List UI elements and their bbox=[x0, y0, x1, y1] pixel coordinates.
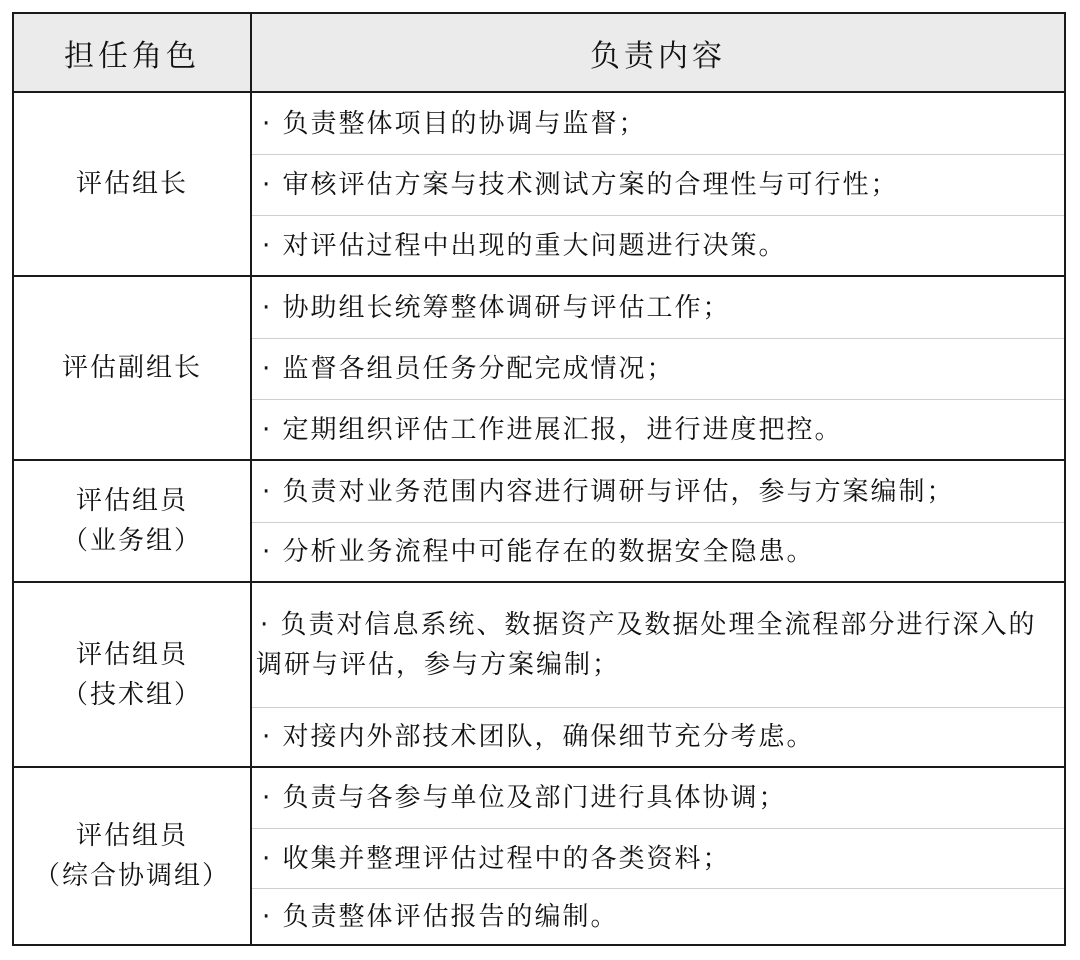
role-cell bbox=[14, 93, 252, 275]
duties-cell bbox=[252, 93, 1064, 275]
role-group bbox=[14, 93, 1064, 275]
duties-cell bbox=[252, 583, 1064, 766]
duty-item: · 负责对业务范围内容进行调研与评估，参与方案编制； bbox=[262, 476, 955, 507]
role-subgroup: （技术组） bbox=[61, 679, 202, 710]
duty-item: · 协助组长统筹整体调研与评估工作； bbox=[262, 292, 731, 323]
role-group bbox=[14, 766, 1064, 944]
duty-item: · 对评估过程中出现的重大问题进行决策。 bbox=[252, 215, 1064, 275]
duties-cell bbox=[252, 768, 1064, 944]
duty-item: · 审核评估方案与技术测试方案的合理性与可行性； bbox=[252, 154, 1064, 215]
responsibility-table bbox=[12, 12, 1066, 946]
duty-item: · 分析业务流程中可能存在的数据安全隐患。 bbox=[252, 522, 1064, 581]
role-name: 评估组长 bbox=[75, 169, 188, 199]
duty-item: · 负责整体评估报告的编制。 bbox=[252, 888, 1064, 944]
role-cell bbox=[14, 768, 252, 944]
duties-cell bbox=[252, 461, 1064, 581]
role-group bbox=[14, 275, 1064, 459]
role-group bbox=[14, 581, 1064, 766]
duty-item: · 监督各组员任务分配完成情况； bbox=[252, 338, 1064, 399]
duty-item: · 负责对信息系统、数据资产及数据处理全流程部分进行深入的调研与评估，参与方案编制； bbox=[256, 610, 1037, 680]
role-subgroup: （综合协调组） bbox=[33, 861, 230, 891]
duty-item: · 对接内外部技术团队，确保细节充分考虑。 bbox=[252, 707, 1064, 766]
duty-item: · 定期组织评估工作进展汇报，进行进度把控。 bbox=[252, 399, 1064, 459]
duty-item: · 收集并整理评估过程中的各类资料； bbox=[252, 828, 1064, 888]
duty-item: · 负责整体项目的协调与监督； bbox=[262, 108, 647, 139]
role-name: 评估组员 bbox=[75, 821, 188, 851]
table-header bbox=[14, 14, 1064, 93]
role-cell bbox=[14, 461, 252, 581]
role-name: 评估副组长 bbox=[61, 353, 202, 383]
role-group bbox=[14, 459, 1064, 581]
duty-item: · 负责与各参与单位及部门进行具体协调； bbox=[262, 783, 787, 813]
role-subgroup: （业务组） bbox=[61, 526, 202, 556]
header-role: 担任角色 bbox=[14, 14, 252, 91]
header-duties: 负责内容 bbox=[590, 38, 726, 74]
role-name: 评估组员 bbox=[75, 639, 188, 670]
duties-cell bbox=[252, 277, 1064, 459]
role-cell bbox=[14, 277, 252, 459]
role-cell bbox=[14, 583, 252, 766]
role-name: 评估组员 bbox=[75, 486, 188, 516]
